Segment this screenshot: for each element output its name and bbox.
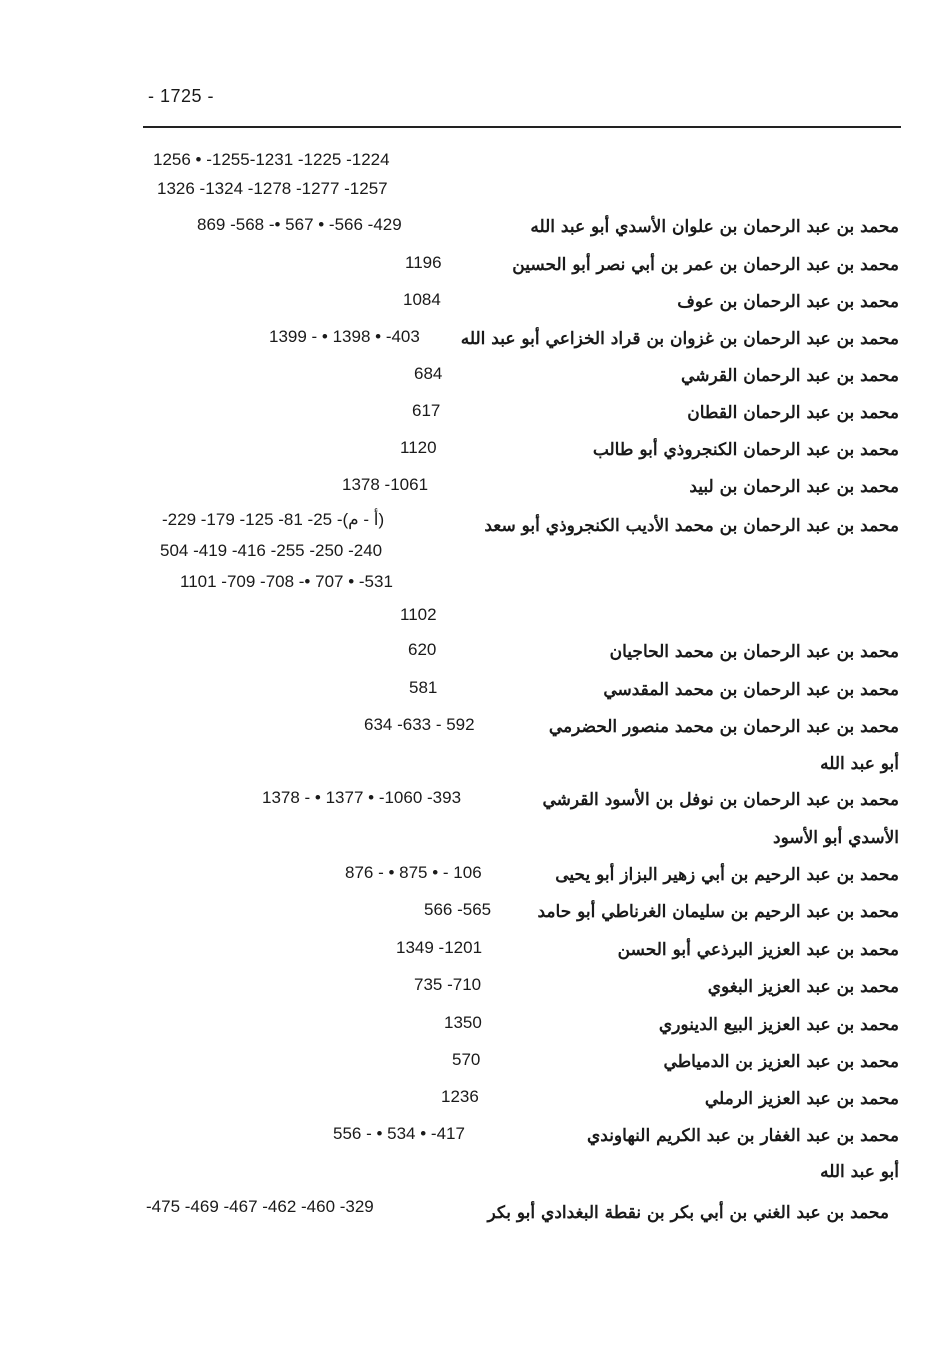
- index-entry: [0, 605, 949, 635]
- header-rule: [143, 126, 901, 128]
- index-entry: [0, 541, 949, 571]
- index-entry: [0, 863, 949, 893]
- page-number: - 1725 -: [148, 86, 215, 106]
- entry-name: محمد بن عبد الرحمان القرشي: [681, 366, 899, 386]
- entry-name: محمد بن عبد العزيز الرملي: [704, 1089, 899, 1109]
- entry-refs: 869 -568 -• 567 • -566 -429: [197, 215, 402, 234]
- entry-refs: 1378 -1061: [342, 475, 429, 494]
- index-entry: [0, 572, 949, 602]
- entry-name: محمد بن عبد الرحمان بن محمد منصور الحضرمي: [548, 717, 899, 737]
- index-entry: [0, 364, 949, 394]
- index-entry: [0, 975, 949, 1005]
- entry-refs: 1326 -1324 -1278 -1277 -1257: [157, 179, 388, 198]
- entry-refs: 581: [409, 678, 438, 697]
- entry-refs: 735 -710: [414, 975, 482, 994]
- index-entry: [0, 290, 949, 320]
- entry-refs: 617: [412, 401, 441, 420]
- index-entry: [0, 1087, 949, 1117]
- entry-name: محمد بن عبد العزيز البغوي: [707, 977, 899, 997]
- entry-refs: 570: [452, 1050, 481, 1069]
- index-entry: [0, 678, 949, 708]
- entry-name: محمد بن عبد الرحمان القطان: [687, 403, 899, 423]
- entry-refs: 504 -419 -416 -255 -250 -240: [160, 541, 383, 560]
- index-entry: [0, 788, 949, 818]
- entry-refs: 1102: [400, 605, 437, 624]
- entry-name: محمد بن عبد الغفار بن عبد الكريم النهاوندي: [586, 1126, 899, 1146]
- entry-refs: 1120: [400, 438, 437, 457]
- index-entry: [0, 1050, 949, 1080]
- entry-refs: -229 -179 -125 -81 -25 -(أ - م): [162, 510, 385, 529]
- entry-name: محمد بن عبد العزيز البيع الدينوري: [658, 1015, 899, 1035]
- entry-name: محمد بن عبد الرحمان بن نوفل بن الأسود القرشي: [542, 790, 899, 810]
- entry-name: محمد بن عبد الرحمان بن عمر بن أبي نصر أبو الحسين: [512, 255, 899, 275]
- entry-refs: 876 - • 875 • - 106: [345, 863, 482, 882]
- entry-refs: 1349 -1201: [396, 938, 483, 957]
- entry-refs: 634 -633 - 592: [364, 715, 475, 734]
- index-entry: [0, 179, 949, 209]
- index-entry: [0, 150, 949, 180]
- index-entry: [0, 715, 949, 745]
- index-entry: [0, 938, 949, 968]
- entry-name: أبو عبد الله: [820, 754, 899, 774]
- entry-refs: 566 -565: [424, 900, 492, 919]
- entry-refs: 1378 - • 1377 • -1060 -393: [262, 788, 462, 807]
- entry-name: محمد بن عبد الرحمان بن محمد الأديب الكنجروذي أبو سعد: [484, 516, 899, 536]
- entry-name: محمد بن عبد الرحمان بن محمد المقدسي: [603, 680, 899, 700]
- index-entry: [0, 1197, 949, 1227]
- index-entry: [0, 1160, 949, 1190]
- entry-name: محمد بن عبد الرحيم بن سليمان الغرناطي أبو حامد: [537, 902, 899, 922]
- index-entry: [0, 327, 949, 357]
- index-entry: [0, 752, 949, 782]
- index-entry: [0, 401, 949, 431]
- index-entry: [0, 640, 949, 670]
- entry-refs: 1196: [405, 253, 442, 272]
- entry-name: محمد بن عبد الرحمان بن لبيد: [689, 477, 899, 497]
- entry-name: محمد بن عبد الغني بن أبي بكر بن نقطة البغدادي أبو بكر: [487, 1203, 889, 1223]
- entry-refs: 684: [414, 364, 443, 383]
- entry-refs: 556 - • 534 • -417: [333, 1124, 465, 1143]
- entry-refs: -475 -469 -467 -462 -460 -329: [146, 1197, 374, 1216]
- entry-refs: 1399 - • 1398 • -403: [269, 327, 420, 346]
- index-entry: [0, 253, 949, 283]
- entry-name: الأسدي أبو الأسود: [773, 828, 899, 848]
- entry-refs: 1101 -709 -708 -• 707 • -531: [180, 572, 393, 591]
- entry-name: محمد بن عبد الرحمان بن محمد الحاجيان: [609, 642, 899, 662]
- entry-name: أبو عبد الله: [820, 1162, 899, 1182]
- entry-name: محمد بن عبد العزيز بن الدمياطي: [663, 1052, 899, 1072]
- index-entry: [0, 1013, 949, 1043]
- index-entry: [0, 900, 949, 930]
- entry-refs: 620: [408, 640, 437, 659]
- index-entry: [0, 215, 949, 245]
- index-entry: [0, 510, 949, 540]
- entry-name: محمد بن عبد الرحيم بن أبي زهير البزاز أبو يحيى: [555, 865, 899, 885]
- index-entry: [0, 826, 949, 856]
- entry-refs: 1350: [444, 1013, 482, 1032]
- entry-name: محمد بن عبد الرحمان الكنجروذي أبو طالب: [592, 440, 899, 460]
- entry-name: محمد بن عبد الرحمان بن غزوان بن قراد الخزاعي أبو عبد الله: [460, 329, 899, 349]
- entry-refs: 1084: [403, 290, 441, 309]
- entry-refs: 1256 • -1255-1231 -1225 -1224: [153, 150, 390, 169]
- entry-name: محمد بن عبد الرحمان بن علوان الأسدي أبو عبد الله: [530, 217, 899, 237]
- entry-name: محمد بن عبد الرحمان بن عوف: [677, 292, 899, 312]
- entry-refs: 1236: [441, 1087, 479, 1106]
- index-entry: [0, 1124, 949, 1154]
- index-entry: [0, 475, 949, 505]
- entry-name: محمد بن عبد العزيز البرذعي أبو الحسن: [617, 940, 899, 960]
- index-entry: [0, 438, 949, 468]
